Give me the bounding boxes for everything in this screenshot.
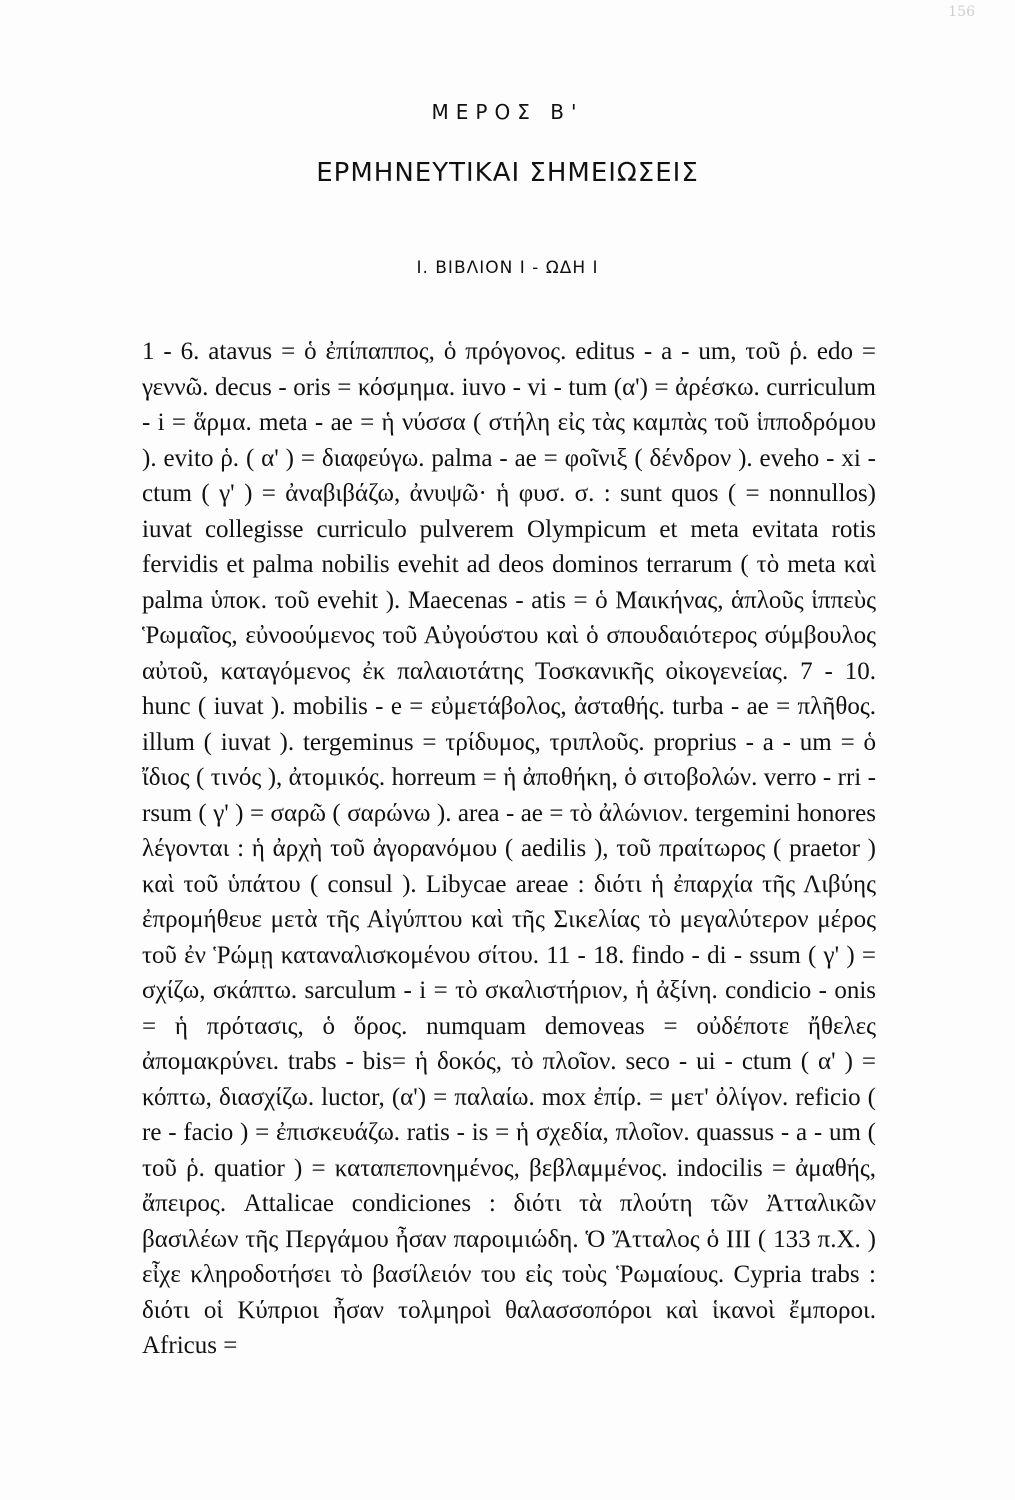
page-number: 156 <box>948 4 975 20</box>
main-title: ΕΡΜΗΝΕΥΤΙΚΑΙ ΣΗΜΕΙΩΣΕΙΣ <box>316 158 699 188</box>
part-title: ΜΕΡΟΣ Β' <box>431 100 584 124</box>
section-title: Ι. ΒΙΒΛΙΟΝ Ι - ΩΔΗ Ι <box>416 258 599 278</box>
body-paragraph: 1 - 6. atavus = ὁ ἐπίπαππος, ὁ πρόγονος. editus - a - um, τοῦ ῥ. edo = γεννῶ. decus - oris = κόσμημα. iuvo - vi - tum (α') = ἀρέσκω. curriculum - i = ἅρμα. meta - ae = ἡ νύσσα ( στήλη εἰς τὰς καμπὰς τοῦ ἱπποδρόμου ). evito ῥ. ( α' ) = διαφεύγω. palma - ae = φοῖνιξ ( δένδρον ). eveho - xi - ctum ( γ' ) = ἀναβιβάζω, ἀνυψῶ· ἡ φυσ. σ. : sunt quos ( = nonnullos) iuvat collegisse curriculo pulverem Olympicum et meta evitata rotis fervidis et palma nobilis evehit ad deos dominos terrarum ( τὸ meta καὶ palma ὑποκ. τοῦ evehit ). Maecenas - atis = ὁ Μαικήνας, ἁπλοῦς ἱππεὺς Ῥωμαῖος, εὐνοούμενος τοῦ Αὐγούστου καὶ ὁ σπουδαιότερος σύμβουλος αὐτοῦ, καταγόμενος ἐκ παλαιοτάτης Τοσκανικῆς οἰκογενείας. 7 - 10. hunc ( iuvat ). mobilis - e = εὐμετάβολος, ἀσταθής. turba - ae = πλῆθος. illum ( iuvat ). tergeminus = τρίδυμος, τριπλοῦς. proprius - a - um = ὁ ἴδιος ( τινός ), ἀτομικός. horreum = ἡ ἀποθήκη, ὁ σιτοβολών. verro - rri - rsum ( γ' ) = σαρῶ ( σαρώνω ). area - ae = τὸ ἀλώνιον. tergemini honores λέγονται : ἡ ἀρχὴ τοῦ ἀγορανόμου ( aedilis ), τοῦ πραίτωρος ( praetor ) καὶ τοῦ ὑπάτου ( consul ). Libycae areae : διότι ἡ ἐπαρχία τῆς Λιβύης ἐπρομήθευε μετὰ τῆς Αἰγύπτου καὶ τῆς Σικελίας τὸ μεγαλύτερον μέρος τοῦ ἐν Ῥώμῃ καταναλισκομένου σίτου. 11 - 18. findo - di - ssum ( γ' ) = σχίζω, σκάπτω. sarculum - i = τὸ σκαλιστήριον, ἡ ἀξίνη. condicio - onis = ἡ πρότασις, ὁ ὅρος. numquam demoveas = οὐδέποτε ἤθελες ἀπομακρύνει. trabs - bis= ἡ δοκός, τὸ πλοῖον. seco - ui - ctum ( α' ) = κόπτω, διασχίζω. luctor, (α') = παλαίω. mox ἐπίρ. = μετ' ὀλίγον. reficio ( re - facio ) = ἐπισκευάζω. ratis - is = ἡ σχεδία, πλοῖον. quassus - a - um ( τοῦ ῥ. quatior ) = καταπεπονημένος, βεβλαμμένος. indocilis = ἀμαθής, ἄπειρος. Attalicae condiciones : διότι τὰ πλούτη τῶν Ἀτταλικῶν βασιλέων τῆς Περγάμου ἦσαν παροιμιώδη. Ὁ Ἄτταλος ὁ ΙΙΙ ( 133 π.Χ. ) εἶχε κληροδοτήσει τὸ βασίλειόν του εἰς τοὺς Ῥωμαίους. Cypria trabs : διότι οἱ Κύπριοι ἦσαν τολμηροὶ θαλασσοπόροι καὶ ἱκανοὶ ἔμποροι. Africus = <box>142 338 876 1359</box>
